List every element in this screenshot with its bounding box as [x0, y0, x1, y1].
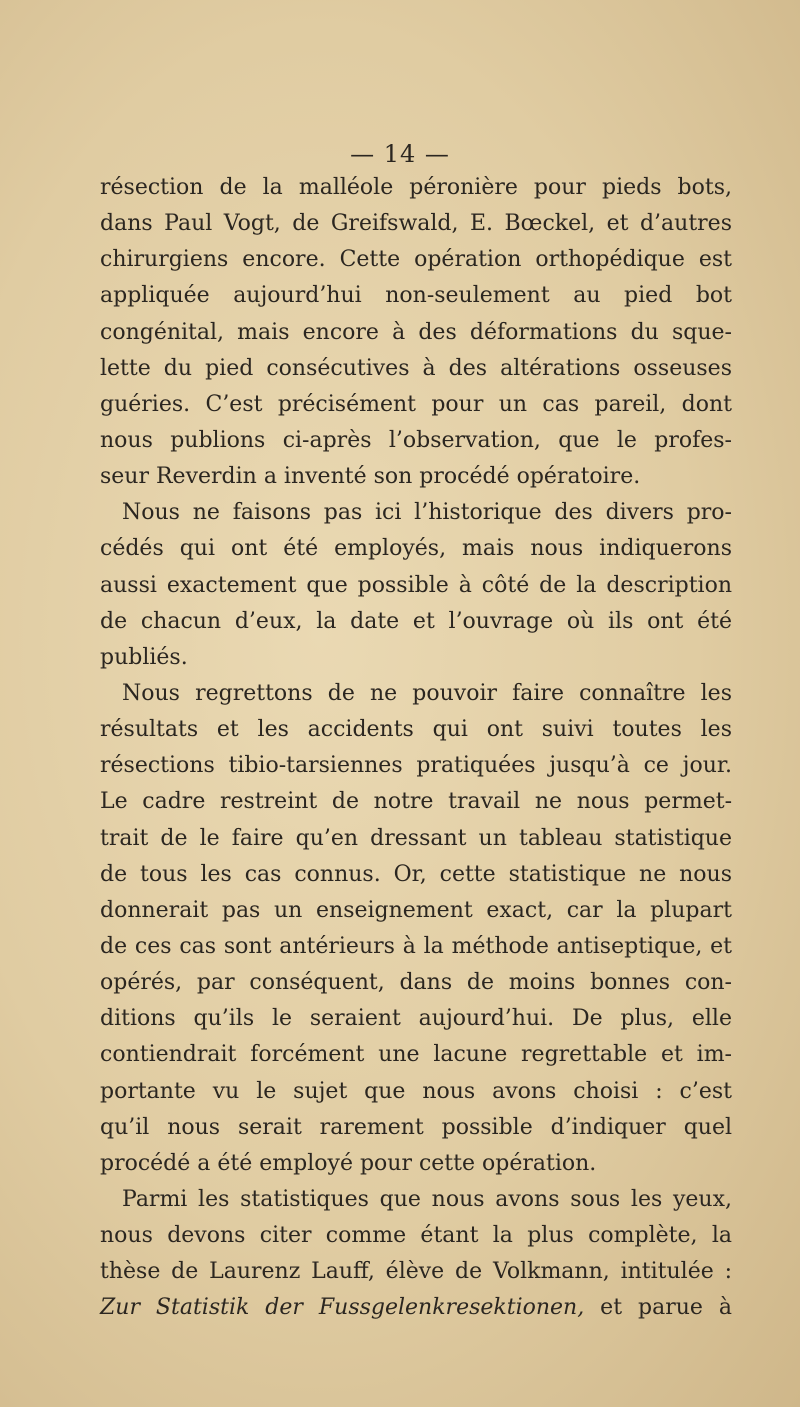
text-line: nous devons citer comme étant la plus complète, la [100, 1223, 732, 1249]
text-line: congénital, mais encore à des déformations du sque- [100, 319, 732, 345]
text-line: résection de la malléole péronière pour pieds bots, [100, 175, 732, 200]
text-line: thèse de Laurenz Lauff, élève de Volkmann, intitulée : [100, 1259, 732, 1285]
text-line: trait de le faire qu’en dressant un tableau statistique [100, 825, 732, 851]
text-line: Nous regrettons de ne pouvoir faire connaître les [122, 680, 732, 706]
text-line: procédé a été employé pour cette opération. [100, 1150, 597, 1176]
text-line: appliquée aujourd’hui non-seulement au pied bot [100, 283, 732, 309]
text-line: opérés, par conséquent, dans de moins bonnes con- [100, 970, 732, 996]
text-line: chirurgiens encore. Cette opération orthopédique est [100, 247, 732, 273]
text-line: résultats et les accidents qui ont suivi toutes les [100, 717, 732, 743]
text-line-last [100, 1290, 732, 1326]
text-line: Nous ne faisons pas ici l’historique des divers pro- [122, 500, 732, 526]
text-line: donnerait pas un enseignement exact, car la plupart [100, 897, 732, 923]
text-line: de ces cas sont antérieurs à la méthode antiseptique, et [100, 933, 732, 959]
text-line: ditions qu’ils le seraient aujourd’hui. De plus, elle [100, 1006, 732, 1032]
text-line: Parmi les statistiques que nous avons sous les yeux, [122, 1186, 732, 1212]
text-line: publiés. [100, 644, 188, 670]
text-line: guéries. C’est précisément pour un cas pareil, dont [100, 391, 732, 417]
text-line: aussi exactement que possible à côté de la description [100, 572, 732, 598]
text-line: lette du pied consécutives à des altérations osseuses [100, 355, 732, 381]
text-line: dans Paul Vogt, de Greifswald, E. Bœckel, et d’autres [100, 211, 732, 237]
text-line: seur Reverdin a inventé son procédé opératoire. [100, 464, 641, 490]
thesis-title: Zur Statistik der Fussgelenkresektionen, [100, 1295, 585, 1321]
text-line: de tous les cas connus. Or, cette statistique ne nous [100, 861, 732, 887]
text-line: qu’il nous serait rarement possible d’indiquer quel [100, 1114, 732, 1140]
text-continuation: et parue à [584, 1295, 732, 1321]
text-line: de chacun d’eux, la date et l’ouvrage où ils ont été [100, 608, 732, 634]
text-line: résections tibio-tarsiennes pratiquées jusqu’à ce jour. [100, 753, 732, 779]
body-text [100, 170, 732, 1327]
page-number: — 14 — [350, 140, 450, 168]
text-line: Le cadre restreint de notre travail ne nous permet- [100, 789, 732, 815]
text-line: cédés qui ont été employés, mais nous indiquerons [100, 536, 732, 562]
text-line: contiendrait forcément une lacune regrettable et im- [100, 1042, 732, 1068]
text-line: portante vu le sujet que nous avons choisi : c’est [100, 1078, 732, 1104]
text-line: nous publions ci-après l’observation, que le profes- [100, 427, 732, 453]
